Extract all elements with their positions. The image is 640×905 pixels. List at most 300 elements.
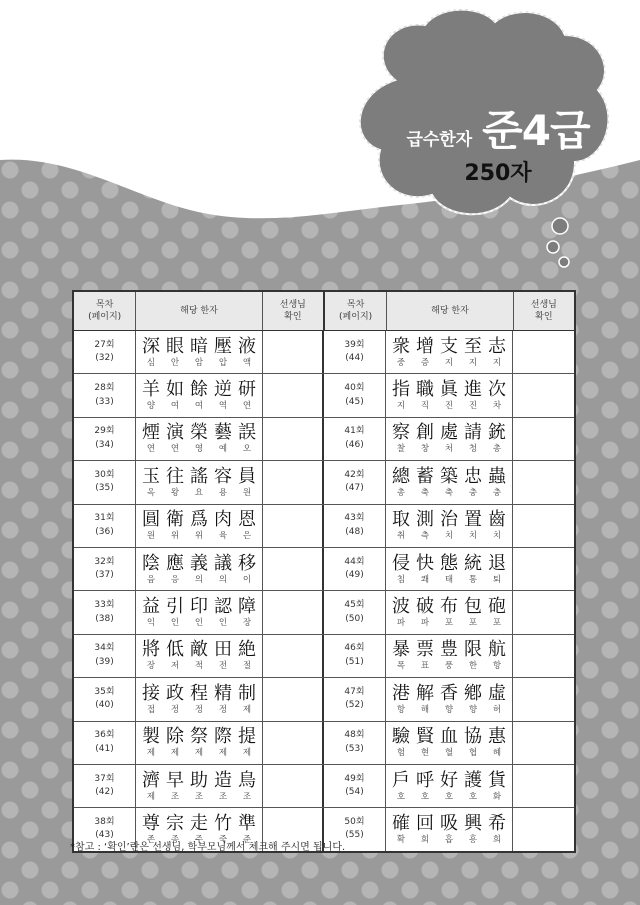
hanja-character: 蟲 (488, 465, 506, 487)
hanja-character: 羊 (142, 379, 160, 401)
hanja-reading: 연 (170, 444, 180, 455)
hanja-character: 增 (416, 335, 434, 357)
hanja-character: 提 (238, 726, 256, 748)
lesson-number: 44회 (344, 556, 365, 567)
table-row (74, 635, 574, 678)
hanja-reading: 취 (396, 531, 406, 542)
hanja-character: 接 (142, 682, 160, 704)
page-number: (47) (345, 483, 364, 494)
hanja-reading: 여 (170, 401, 180, 412)
hanja-reading: 용 (218, 487, 228, 498)
hanja-reading: 조 (242, 791, 252, 802)
hanja-reading: 역 (218, 401, 228, 412)
hanja-reading: 위 (170, 531, 180, 542)
hanja-reading: 혈 (444, 748, 454, 759)
teacher-check-box[interactable] (263, 635, 324, 677)
lesson-number: 46회 (344, 643, 365, 654)
hanja-character: 液 (238, 335, 256, 357)
hanja-reading: 진 (468, 401, 478, 412)
hanja-reading: 처 (444, 444, 454, 455)
page-number: (51) (345, 656, 364, 667)
lesson-cell (74, 505, 136, 547)
lesson-number: 35회 (94, 686, 115, 697)
hanja-character: 尊 (142, 812, 160, 834)
hanja-reading: 원 (242, 487, 252, 498)
hanja-reading: 호 (396, 791, 406, 802)
hanja-reading: 인 (170, 618, 180, 629)
teacher-check-box[interactable] (263, 548, 324, 590)
hanja-reading: 포 (468, 618, 478, 629)
hanja-reading: 충 (492, 487, 502, 498)
teacher-check-box[interactable] (513, 808, 574, 850)
hanja-character: 衛 (166, 509, 184, 531)
teacher-check-box[interactable] (513, 548, 574, 590)
hanja-reading: 육 (218, 531, 228, 542)
hanja-reading: 지 (396, 401, 406, 412)
hanja-character: 侵 (392, 552, 410, 574)
hanja-character: 破 (416, 596, 434, 618)
hanja-reading: 인 (218, 618, 228, 629)
header-toc: 목차 (페이지) (325, 292, 387, 330)
hanja-reading: 현 (420, 748, 430, 759)
lesson-number: 43회 (344, 513, 365, 524)
hanja-reading: 음 (146, 574, 156, 585)
hanja-reading: 청 (468, 444, 478, 455)
hanja-reading: 희 (492, 834, 502, 845)
page-number: (53) (345, 743, 364, 754)
teacher-check-box[interactable] (513, 635, 574, 677)
hanja-character: 恩 (238, 509, 256, 531)
hanja-character: 眼 (166, 335, 184, 357)
hanja-character: 吸 (440, 812, 458, 834)
hanja-character: 誤 (238, 422, 256, 444)
hanja-character: 政 (166, 682, 184, 704)
hanja-reading: 폭 (396, 661, 406, 672)
hanja-reading: 죽 (218, 834, 228, 845)
title-prefix: 급수한자 (406, 130, 473, 150)
hanja-character: 砲 (488, 596, 506, 618)
hanja-character: 榮 (190, 422, 208, 444)
page-number: (38) (95, 613, 114, 624)
hanja-character: 程 (190, 682, 208, 704)
teacher-check-box[interactable] (513, 418, 574, 460)
hanja-reading: 측 (420, 531, 430, 542)
lesson-number: 45회 (344, 600, 365, 611)
lesson-cell (324, 635, 386, 677)
table-row (74, 548, 574, 591)
lesson-cell (74, 548, 136, 590)
hanja-character: 制 (238, 682, 256, 704)
hanja-character: 早 (166, 769, 184, 791)
hanja-character: 波 (392, 596, 410, 618)
header-teacher-check: 선생님 확인 (530, 299, 557, 322)
page-number: (42) (95, 787, 114, 798)
hanja-cell (136, 548, 263, 590)
lesson-cell (74, 591, 136, 633)
hanja-reading: 향 (444, 704, 454, 715)
lesson-cell (74, 722, 136, 764)
hanja-character: 指 (392, 379, 410, 401)
teacher-check-box[interactable] (513, 505, 574, 547)
hanja-cell (136, 722, 263, 764)
page-number: (44) (345, 353, 364, 364)
hanja-reading: 주 (194, 834, 204, 845)
hanja-character: 精 (214, 682, 232, 704)
lesson-cell (324, 461, 386, 503)
teacher-check-box[interactable] (513, 765, 574, 807)
lesson-cell (324, 591, 386, 633)
hanja-cell (386, 765, 513, 807)
hanja-reading: 제 (146, 791, 156, 802)
hanja-character: 爲 (190, 509, 208, 531)
hanja-character: 濟 (142, 769, 160, 791)
hanja-reading: 조 (194, 791, 204, 802)
hanja-character: 快 (416, 552, 434, 574)
hanja-character: 職 (416, 379, 434, 401)
teacher-check-box[interactable] (263, 722, 324, 764)
lesson-number: 49회 (344, 773, 365, 784)
hanja-character: 演 (166, 422, 184, 444)
hanja-reading: 중 (396, 357, 406, 368)
teacher-check-box[interactable] (513, 374, 574, 416)
teacher-check-box[interactable] (263, 591, 324, 633)
hanja-character: 香 (440, 682, 458, 704)
hanja-reading: 협 (468, 748, 478, 759)
hanja-reading: 옥 (146, 487, 156, 498)
lesson-number: 32회 (94, 556, 115, 567)
lesson-number: 30회 (94, 469, 115, 480)
lesson-cell (74, 418, 136, 460)
hanja-reading: 향 (468, 704, 478, 715)
hanja-cell (136, 635, 263, 677)
hanja-cell (136, 591, 263, 633)
hanja-reading: 제 (242, 748, 252, 759)
teacher-check-box[interactable] (513, 722, 574, 764)
hanja-cell (136, 374, 263, 416)
hanja-character: 宗 (166, 812, 184, 834)
lesson-number: 34회 (94, 643, 115, 654)
hanja-reading: 해 (420, 704, 430, 715)
page-number: (55) (345, 830, 364, 841)
hanja-reading: 접 (146, 704, 156, 715)
hanja-reading: 압 (218, 357, 228, 368)
hanja-cell (386, 591, 513, 633)
lesson-cell (324, 722, 386, 764)
hanja-character: 票 (416, 639, 434, 661)
hanja-character: 障 (238, 596, 256, 618)
hanja-reading: 제 (146, 748, 156, 759)
lesson-number: 28회 (94, 383, 115, 394)
hanja-character: 察 (392, 422, 410, 444)
page-number: (52) (345, 700, 364, 711)
lesson-number: 38회 (94, 816, 115, 827)
page-number: (48) (345, 526, 364, 537)
page-number: (32) (95, 353, 114, 364)
teacher-check-box[interactable] (263, 505, 324, 547)
page-title: 준4급 (482, 106, 590, 155)
hanja-character: 戶 (392, 769, 410, 791)
lesson-cell (74, 374, 136, 416)
hanja-character: 退 (488, 552, 506, 574)
hanja-character: 走 (190, 812, 208, 834)
hanja-character: 齒 (488, 509, 506, 531)
hanja-cell (386, 678, 513, 720)
hanja-reading: 총 (492, 444, 502, 455)
page-number: (37) (95, 570, 114, 581)
hanja-character: 除 (166, 726, 184, 748)
hanja-character: 虛 (488, 682, 506, 704)
hanja-reading: 양 (146, 401, 156, 412)
hanja-character: 創 (416, 422, 434, 444)
hanja-reading: 침 (396, 574, 406, 585)
character-count: 250자 (464, 161, 532, 186)
hanja-reading: 축 (444, 487, 454, 498)
hanja-reading: 확 (396, 834, 406, 845)
hanja-character: 統 (464, 552, 482, 574)
hanja-reading: 치 (444, 531, 454, 542)
lesson-number: 27회 (94, 339, 115, 350)
hanja-character: 逆 (214, 379, 232, 401)
lesson-number: 33회 (94, 600, 115, 611)
hanja-character: 引 (166, 596, 184, 618)
hanja-reading: 포 (492, 618, 502, 629)
hanja-character: 支 (440, 335, 458, 357)
hanja-character: 絶 (238, 639, 256, 661)
hanja-cell (136, 418, 263, 460)
page-number: (45) (345, 396, 364, 407)
hanja-character: 呼 (416, 769, 434, 791)
hanja-character: 研 (238, 379, 256, 401)
hanja-cell (386, 418, 513, 460)
hanja-reading: 지 (492, 357, 502, 368)
hanja-reading: 정 (194, 704, 204, 715)
teacher-check-box[interactable] (513, 331, 574, 373)
hanja-character: 解 (416, 682, 434, 704)
hanja-character: 暴 (392, 639, 410, 661)
hanja-reading: 흥 (468, 834, 478, 845)
hanja-character: 壓 (214, 335, 232, 357)
hanja-reading: 은 (242, 531, 252, 542)
hanja-reading: 풍 (444, 661, 454, 672)
hanja-character: 員 (238, 465, 256, 487)
hanja-reading: 오 (242, 444, 252, 455)
hanja-character: 敵 (190, 639, 208, 661)
lesson-cell (324, 331, 386, 373)
hanja-reading: 안 (170, 357, 180, 368)
hanja-reading: 회 (420, 834, 430, 845)
hanja-character: 祭 (190, 726, 208, 748)
hanja-reading: 호 (420, 791, 430, 802)
hanja-reading: 인 (194, 618, 204, 629)
hanja-character: 忠 (464, 465, 482, 487)
hanja-character: 護 (464, 769, 482, 791)
teacher-check-box[interactable] (263, 678, 324, 720)
table-header (74, 292, 574, 331)
hanja-reading: 지 (444, 357, 454, 368)
hanja-reading: 예 (218, 444, 228, 455)
hanja-character: 助 (190, 769, 208, 791)
hanja-reading: 치 (492, 531, 502, 542)
hanja-character: 取 (392, 509, 410, 531)
hanja-character: 測 (416, 509, 434, 531)
hanja-character: 眞 (440, 379, 458, 401)
hanja-character: 暗 (190, 335, 208, 357)
page-number: (41) (95, 743, 114, 754)
hanja-cell (136, 765, 263, 807)
hanja-character: 製 (142, 726, 160, 748)
hanja-reading: 증 (420, 357, 430, 368)
hanja-character: 移 (238, 552, 256, 574)
page-number: (36) (95, 526, 114, 537)
hanja-character: 印 (190, 596, 208, 618)
hanja-reading: 의 (194, 574, 204, 585)
lesson-number: 36회 (94, 730, 115, 741)
lesson-cell (324, 765, 386, 807)
hanja-reading: 영 (194, 444, 204, 455)
hanja-reading: 항 (492, 661, 502, 672)
hanja-character: 次 (488, 379, 506, 401)
hanja-character: 容 (214, 465, 232, 487)
hanja-cell (386, 548, 513, 590)
hanja-reading: 절 (242, 661, 252, 672)
table-row (74, 331, 574, 374)
teacher-check-box[interactable] (513, 461, 574, 503)
hanja-character: 玉 (142, 465, 160, 487)
hanja-character: 限 (464, 639, 482, 661)
hanja-reading: 제 (194, 748, 204, 759)
hanja-reading: 한 (468, 661, 478, 672)
lesson-cell (324, 505, 386, 547)
hanja-character: 竹 (214, 812, 232, 834)
hanja-reading: 원 (146, 531, 156, 542)
hanja-reading: 포 (444, 618, 454, 629)
hanja-cell (136, 331, 263, 373)
hanja-reading: 통 (468, 574, 478, 585)
hanja-reading: 장 (146, 661, 156, 672)
hanja-reading: 퇴 (492, 574, 502, 585)
hanja-reading: 창 (420, 444, 430, 455)
hanja-reading: 제 (170, 748, 180, 759)
hanja-reading: 진 (444, 401, 454, 412)
lesson-cell (74, 678, 136, 720)
lesson-number: 48회 (344, 730, 365, 741)
hanja-reading: 왕 (170, 487, 180, 498)
footnote: *참고 : ‘확인’란은 선생님, 학부모님께서 체크해 주시면 됩니다. (70, 842, 346, 853)
hanja-reading: 제 (218, 748, 228, 759)
hanja-cell (386, 505, 513, 547)
hanja-reading: 조 (170, 791, 180, 802)
hanja-character: 貨 (488, 769, 506, 791)
page-number: (34) (95, 439, 114, 450)
hanja-character: 鄕 (464, 682, 482, 704)
hanja-reading: 호 (444, 791, 454, 802)
lesson-cell (324, 678, 386, 720)
hanja-character: 置 (464, 509, 482, 531)
hanja-character: 布 (440, 596, 458, 618)
hanja-reading: 충 (468, 487, 478, 498)
hanja-reading: 조 (218, 791, 228, 802)
teacher-check-box[interactable] (263, 461, 324, 503)
hanja-character: 際 (214, 726, 232, 748)
header-hanja: 해당 한자 (387, 292, 513, 330)
hanja-reading: 존 (146, 834, 156, 845)
page-number: (49) (345, 570, 364, 581)
page-number: (40) (95, 700, 114, 711)
table-row (74, 678, 574, 721)
teacher-check-box[interactable] (263, 374, 324, 416)
hanja-reading: 위 (194, 531, 204, 542)
teacher-check-box[interactable] (263, 331, 324, 373)
hanja-character: 好 (440, 769, 458, 791)
teacher-check-box[interactable] (513, 678, 574, 720)
lesson-cell (74, 635, 136, 677)
hanja-character: 港 (392, 682, 410, 704)
hanja-reading: 정 (218, 704, 228, 715)
hanja-character: 興 (464, 812, 482, 834)
table-row (74, 461, 574, 504)
page-number: (35) (95, 483, 114, 494)
lesson-cell (74, 765, 136, 807)
teacher-check-box[interactable] (513, 591, 574, 633)
page-number: (54) (345, 787, 364, 798)
teacher-check-box[interactable] (263, 765, 324, 807)
lesson-cell (324, 418, 386, 460)
hanja-character: 田 (214, 639, 232, 661)
hanja-character: 希 (488, 812, 506, 834)
hanja-reading: 치 (468, 531, 478, 542)
hanja-reading: 축 (420, 487, 430, 498)
hanja-character: 處 (440, 422, 458, 444)
header-toc: 목차 (페이지) (74, 292, 136, 330)
hanja-character: 協 (464, 726, 482, 748)
hanja-cell (386, 722, 513, 764)
hanja-reading: 요 (194, 487, 204, 498)
hanja-character: 治 (440, 509, 458, 531)
hanja-character: 議 (214, 552, 232, 574)
hanja-reading: 전 (218, 661, 228, 672)
table-row (74, 418, 574, 461)
hanja-character: 準 (238, 812, 256, 834)
lesson-number: 42회 (344, 469, 365, 480)
lesson-number: 50회 (344, 816, 365, 827)
teacher-check-box[interactable] (263, 418, 324, 460)
hanja-reading: 종 (170, 834, 180, 845)
hanja-character: 航 (488, 639, 506, 661)
hanja-character: 餘 (190, 379, 208, 401)
hanja-reading: 흡 (444, 834, 454, 845)
hanja-reading: 험 (396, 748, 406, 759)
hanja-character: 驗 (392, 726, 410, 748)
hanja-reading: 파 (396, 618, 406, 629)
hanja-cell (136, 678, 263, 720)
hanja-character: 銃 (488, 422, 506, 444)
hanja-cell (386, 635, 513, 677)
hanja-character: 圓 (142, 509, 160, 531)
lesson-number: 47회 (344, 686, 365, 697)
hanja-reading: 표 (420, 661, 430, 672)
hanja-reading: 혜 (492, 748, 502, 759)
hanja-reading: 호 (468, 791, 478, 802)
hanja-character: 應 (166, 552, 184, 574)
hanja-reading: 쾌 (420, 574, 430, 585)
hanja-character: 至 (464, 335, 482, 357)
hanja-reading: 파 (420, 618, 430, 629)
hanja-character: 低 (166, 639, 184, 661)
hanja-character: 陰 (142, 552, 160, 574)
hanja-character: 謠 (190, 465, 208, 487)
lesson-number: 29회 (94, 426, 115, 437)
lesson-cell (74, 331, 136, 373)
